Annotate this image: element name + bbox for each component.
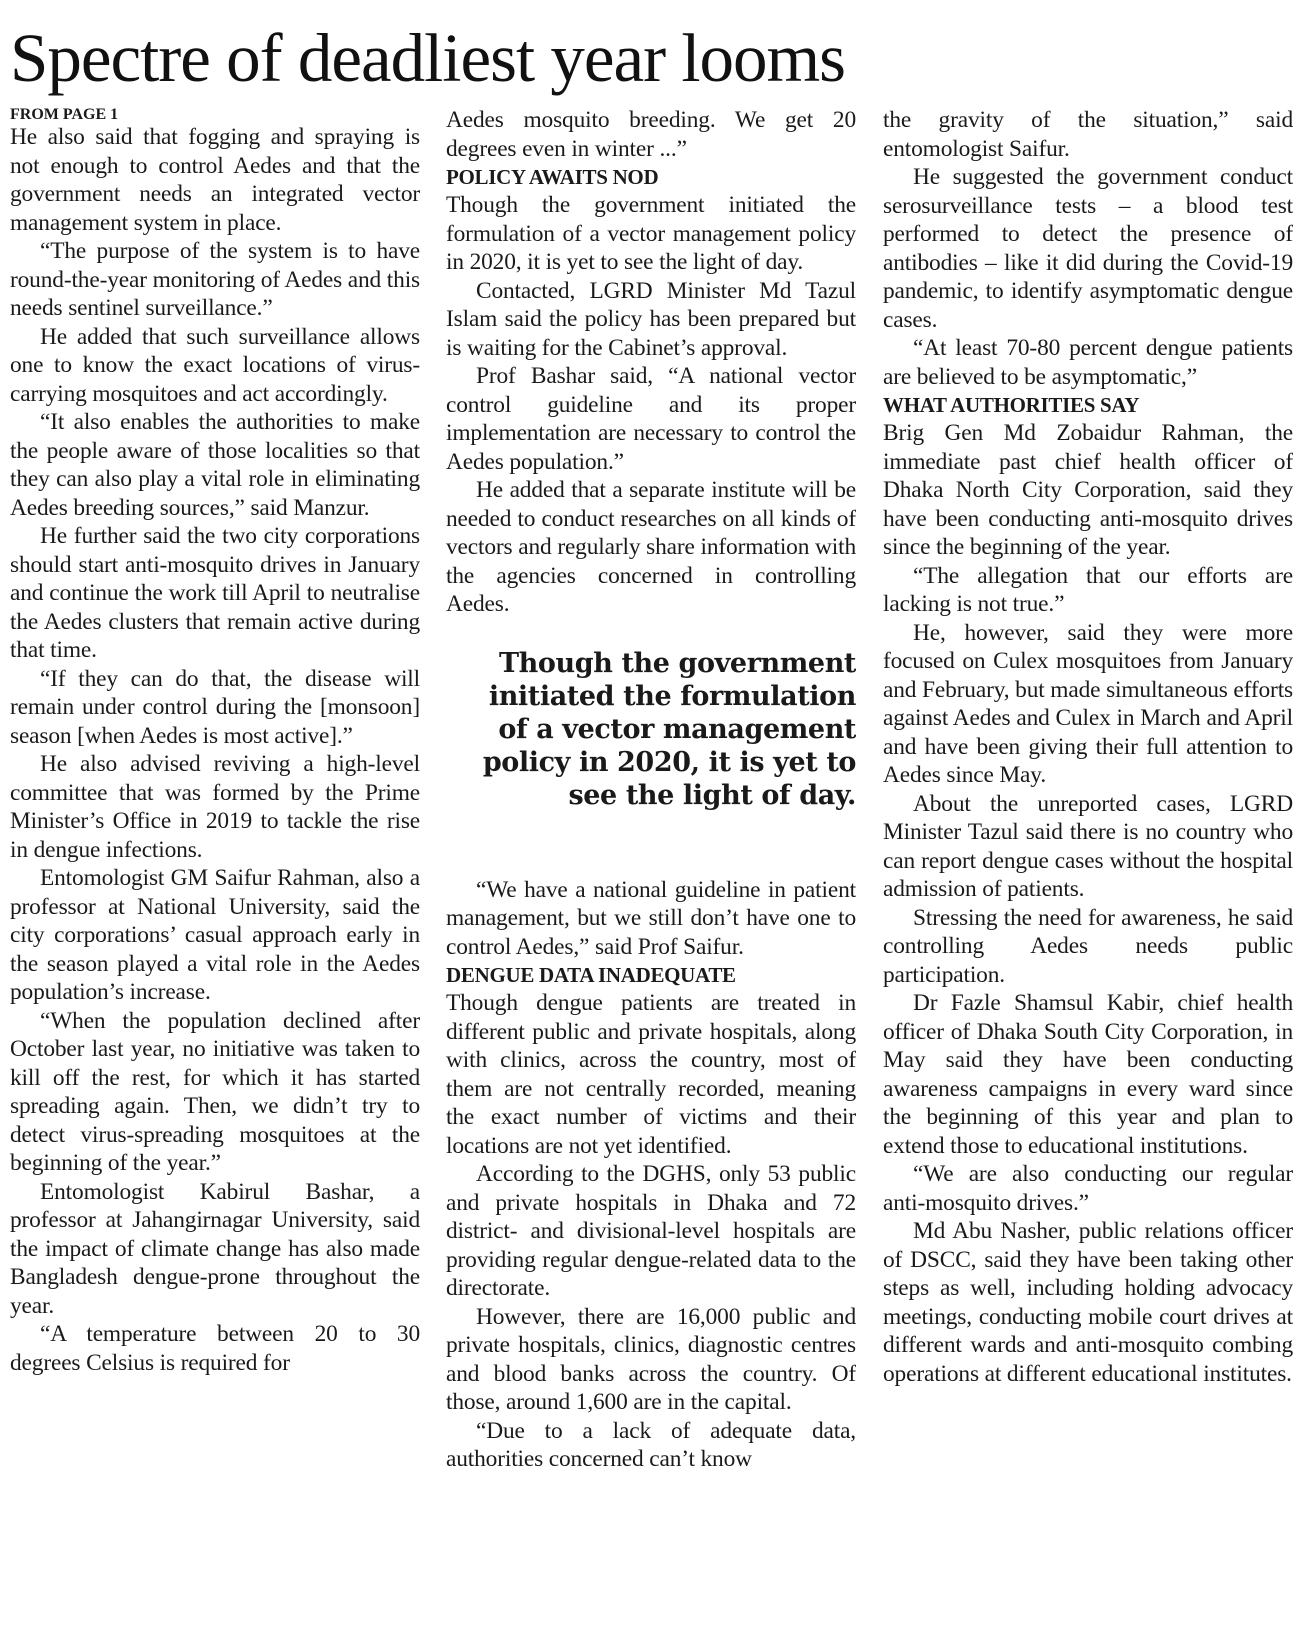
paragraph: “Due to a lack of adequate data, authorities concerned can’t know xyxy=(446,1417,856,1472)
paragraph: Though dengue patients are treated in different public and private hospitals, along with clinics, across the country, most of them are not centrally recorded, meaning the exact number of victims and their locations are not yet identified. xyxy=(446,990,856,1159)
paragraph: He also said that fogging and spraying is not enough to control Aedes and that the government needs an integrated vector management system in place. xyxy=(10,124,420,236)
paragraph: He suggested the government conduct serosurveillance tests – a blood test performed to detect the presence of antibodies – like it did during the Covid-19 pandemic, to identify asymptomatic dengue cases. xyxy=(883,164,1293,333)
paragraph: According to the DGHS, only 53 public and private hospitals in Dhaka and 72 district- and divisional-level hospitals are providing regular dengue-related data to the directorate. xyxy=(446,1161,856,1301)
paragraph: Entomologist Kabirul Bashar, a professor at Jahangirnagar University, said the impact of climate change has also made Bangladesh dengue-prone throughout the year. xyxy=(10,1178,420,1319)
paragraph: “The purpose of the system is to have round-the-year monitoring of Aedes and this needs sentinel surveillance.” xyxy=(10,238,420,321)
paragraph: Dr Fazle Shamsul Kabir, chief health officer of Dhaka South City Corporation, in May said they have been conducting awareness campaigns in every ward since the beginning of this year and plan to extend those to educational institutions. xyxy=(883,990,1293,1159)
paragraph: Though the government initiated the formulation of a vector management policy in 2020, it is yet to see the light of day. xyxy=(446,192,856,275)
paragraph: He also advised reviving a high-level committee that was formed by the Prime Minister’s Office in 2019 to tackle the rise in dengue infections. xyxy=(10,751,420,863)
paragraph: He, however, said they were more focused on Culex mosquitoes from January and February, but made simultaneous efforts against Aedes and Culex in March and April and have been giving their full attention to Aedes since May. xyxy=(883,619,1293,788)
paragraph: Md Abu Nasher, public relations officer of DSCC, said they have been taking other steps as well, including holding advocacy meetings, conducting mobile court drives at different wards and anti-mosquito combing operations at different educational institutes. xyxy=(883,1218,1293,1387)
paragraph: Aedes mosquito breeding. We get 20 degrees even in winter ...” xyxy=(446,107,856,162)
subhead-authorities: WHAT AUTHORITIES SAY xyxy=(883,393,1140,417)
paragraph: “A temperature between 20 to 30 degrees Celsius is required for xyxy=(10,1321,420,1376)
subhead-dengue-data: DENGUE DATA INADEQUATE xyxy=(446,963,736,987)
paragraph: Brig Gen Md Zobaidur Rahman, the immediate past chief health officer of Dhaka North City Corporation, said they have been conducting anti-mosquito drives since the beginning of the year. xyxy=(883,420,1293,560)
paragraph: Prof Bashar said, “A national vector control guideline and its proper implementation are necessary to control the Aedes population.” xyxy=(446,363,856,475)
column-2 xyxy=(446,106,856,1641)
paragraph: “It also enables the authorities to make the people aware of those localities so that they can also play a vital role in eliminating Aedes breeding sources,” said Manzur. xyxy=(10,409,420,521)
column-1 xyxy=(10,106,420,1641)
paragraph: He further said the two city corporations should start anti-mosquito drives in January and continue the work till April to neutralise the Aedes clusters that remain active during that time. xyxy=(10,523,420,663)
paragraph: He added that a separate institute will be needed to conduct researches on all kinds of vectors and regularly share information with the agencies concerned in controlling Aedes. xyxy=(446,477,856,617)
subhead-policy: POLICY AWAITS NOD xyxy=(446,165,659,189)
paragraph: However, there are 16,000 public and private hospitals, clinics, diagnostic centres and blood banks across the country. Of those, around 1,600 are in the capital. xyxy=(446,1303,856,1415)
paragraph: About the unreported cases, LGRD Minister Tazul said there is no country who can report dengue cases without the hospital admission of patients. xyxy=(883,790,1293,902)
paragraph: “At least 70-80 percent dengue patients are believed to be asymptomatic,” xyxy=(883,335,1293,390)
column-3 xyxy=(883,106,1293,1641)
article-headline: Spectre of deadliest year looms xyxy=(10,20,846,96)
paragraph: “If they can do that, the disease will remain under control during the [monsoon] season [when Aedes is most active].” xyxy=(10,665,420,749)
paragraph: Stressing the need for awareness, he said controlling Aedes needs public participation. xyxy=(883,904,1293,988)
paragraph: “We have a national guideline in patient management, but we still don’t have one to control Aedes,” said Prof Saifur. xyxy=(446,876,856,960)
pull-quote: Though the government initiated the formulation of a vector management policy in 2020, it is yet to see the light of day. xyxy=(482,647,856,811)
paragraph: Contacted, LGRD Minister Md Tazul Islam said the policy has been prepared but is waiting for the Cabinet’s approval. xyxy=(446,277,856,361)
paragraph: He added that such surveillance allows one to know the exact locations of virus-carrying mosquitoes and act accordingly. xyxy=(10,323,420,407)
paragraph: “The allegation that our efforts are lacking is not true.” xyxy=(883,562,1293,617)
paragraph: the gravity of the situation,” said entomologist Saifur. xyxy=(883,107,1293,162)
from-page-kicker: FROM PAGE 1 xyxy=(10,106,119,123)
paragraph: Entomologist GM Saifur Rahman, also a professor at National University, said the city corporations’ casual approach early in the season played a vital role in the Aedes population’s increase. xyxy=(10,865,420,1005)
paragraph: “When the population declined after October last year, no initiative was taken to kill off the rest, for which it has started spreading again. Then, we didn’t try to detect virus-spreading mosquitoes at the beginning of the year.” xyxy=(10,1007,420,1176)
paragraph: “We are also conducting our regular anti-mosquito drives.” xyxy=(883,1161,1293,1216)
